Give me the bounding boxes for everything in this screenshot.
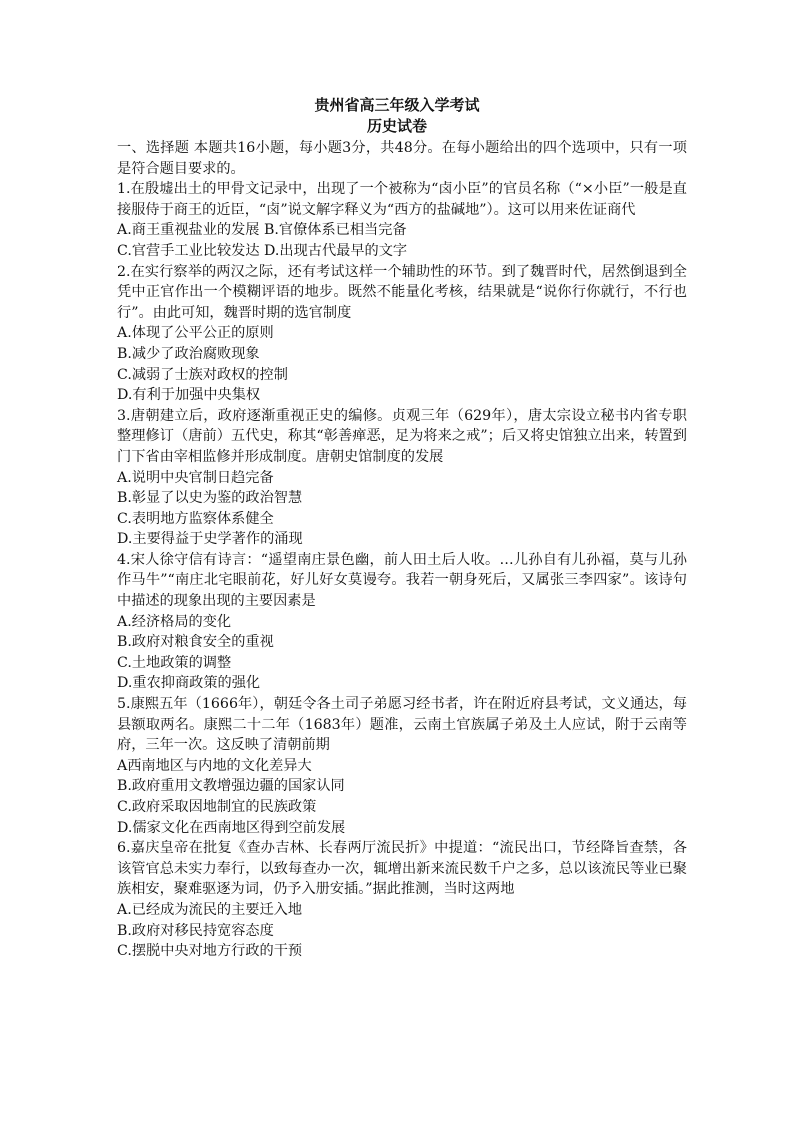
question-1: [117, 179, 687, 261]
answer-option: B.政府重用文教增强边疆的国家认同: [117, 778, 345, 795]
question-stem: 5.康熙五年（1666年），朝廷令各土司子弟愿习经书者，许在附近府县考试，文义通达，每县额取两名。康熙二十二年（1683年）题准，云南土官族属子弟及土人应试，附于云南等府，三年一次。这反映了清朝前期: [117, 696, 687, 754]
question-stem: 1.在殷墟出土的甲骨文记录中，出现了一个被称为“卤小臣”的官员名称（“×小臣”一般是直接服侍于商王的近臣，“卤”说文解字释义为“西方的盐碱地”）。这可以用来佐证商代: [117, 181, 687, 218]
question-3: [117, 406, 687, 550]
answer-option: A.商王重视盐业的发展 B.官僚体系已相当完备: [117, 222, 407, 239]
question-stem: 4.宋人徐守信有诗言：“遥望南庄景色幽，前人田土后人收。…儿孙自有儿孙福，莫与儿孙作马牛”“南庄北宅眼前花，好儿好女莫谩夸。我若一朝身死后，又属张三李四家”。该诗句中描述的现象出现的主要因素是: [117, 551, 687, 610]
answer-option: B.政府对移民持宽容态度: [117, 922, 274, 939]
answer-option: C.减弱了士族对政权的控制: [117, 366, 288, 383]
question-stem: 6.嘉庆皇帝在批复《查办吉林、长春两厅流民折》中提道：“流民出口，节经降旨查禁，各该管官总未实力奉行，以致每查办一次，辄增出新来流民数千户之多，总以该流民等业已聚族相安，聚难驱逐为词，仍予入册安插。”据此推测，当时这两地: [117, 840, 687, 898]
exam-subtitle: 历史试卷: [366, 117, 427, 135]
answer-option: D.重农抑商政策的强化: [117, 675, 261, 692]
answer-option: A.体现了公平公正的原则: [117, 325, 274, 342]
question-6: [117, 838, 687, 962]
question-stem: 3.唐朝建立后，政府逐渐重视正史的编修。贞观三年（629年），唐太宗设立秘书内省专职整理修订（唐前）五代史，称其“彰善瘅恶，足为将来之戒”；后又将史馆独立出来，转置到门下省由宰相监修并形成制度。唐朝史馆制度的发展: [117, 407, 687, 465]
answer-option: C.摆脱中央对地方行政的干预: [117, 943, 303, 960]
answer-option: D.儒家文化在西南地区得到空前发展: [117, 819, 346, 836]
exam-body: [117, 138, 687, 962]
answer-option: C.政府采取因地制宜的民族政策: [117, 799, 317, 815]
question-5: [117, 694, 687, 838]
answer-option: B.政府对粮食安全的重视: [117, 634, 274, 651]
answer-option: D.有利于加强中央集权: [117, 387, 261, 404]
answer-option: C.官营手工业比较发达 D.出现古代最早的文字: [117, 242, 408, 259]
question-2: [117, 262, 687, 406]
answer-option: C.表明地方监察体系健全: [117, 510, 274, 527]
answer-option: A.说明中央官制日趋完备: [117, 469, 274, 486]
answer-option: D.主要得益于史学著作的涌现: [117, 531, 303, 548]
section-intro: 一、选择题 本题共16小题，每小题3分，共48分。在每小题给出的四个选项中，只有一项是符合题目要求的。: [117, 140, 687, 177]
answer-option: B.彰显了以史为鉴的政治智慧: [117, 490, 303, 507]
answer-option: A.已经成为流民的主要迁入地: [117, 901, 303, 918]
question-4: [117, 550, 687, 694]
answer-option: A西南地区与内地的文化差异大: [117, 757, 312, 774]
answer-option: C.土地政策的调整: [117, 654, 232, 671]
answer-option: B.减少了政治腐败现象: [117, 345, 260, 362]
question-stem: 2.在实行察举的两汉之际，还有考试这样一个辅助性的环节。到了魏晋时代，居然倒退到全凭中正官作出一个模糊评语的地步。既然不能量化考核，结果就是“说你行你就行，不行也行”。由此可知，魏晋时期的选官制度: [117, 263, 687, 321]
answer-option: A.经济格局的变化: [117, 613, 232, 630]
exam-title: 贵州省高三年级入学考试: [314, 96, 480, 114]
